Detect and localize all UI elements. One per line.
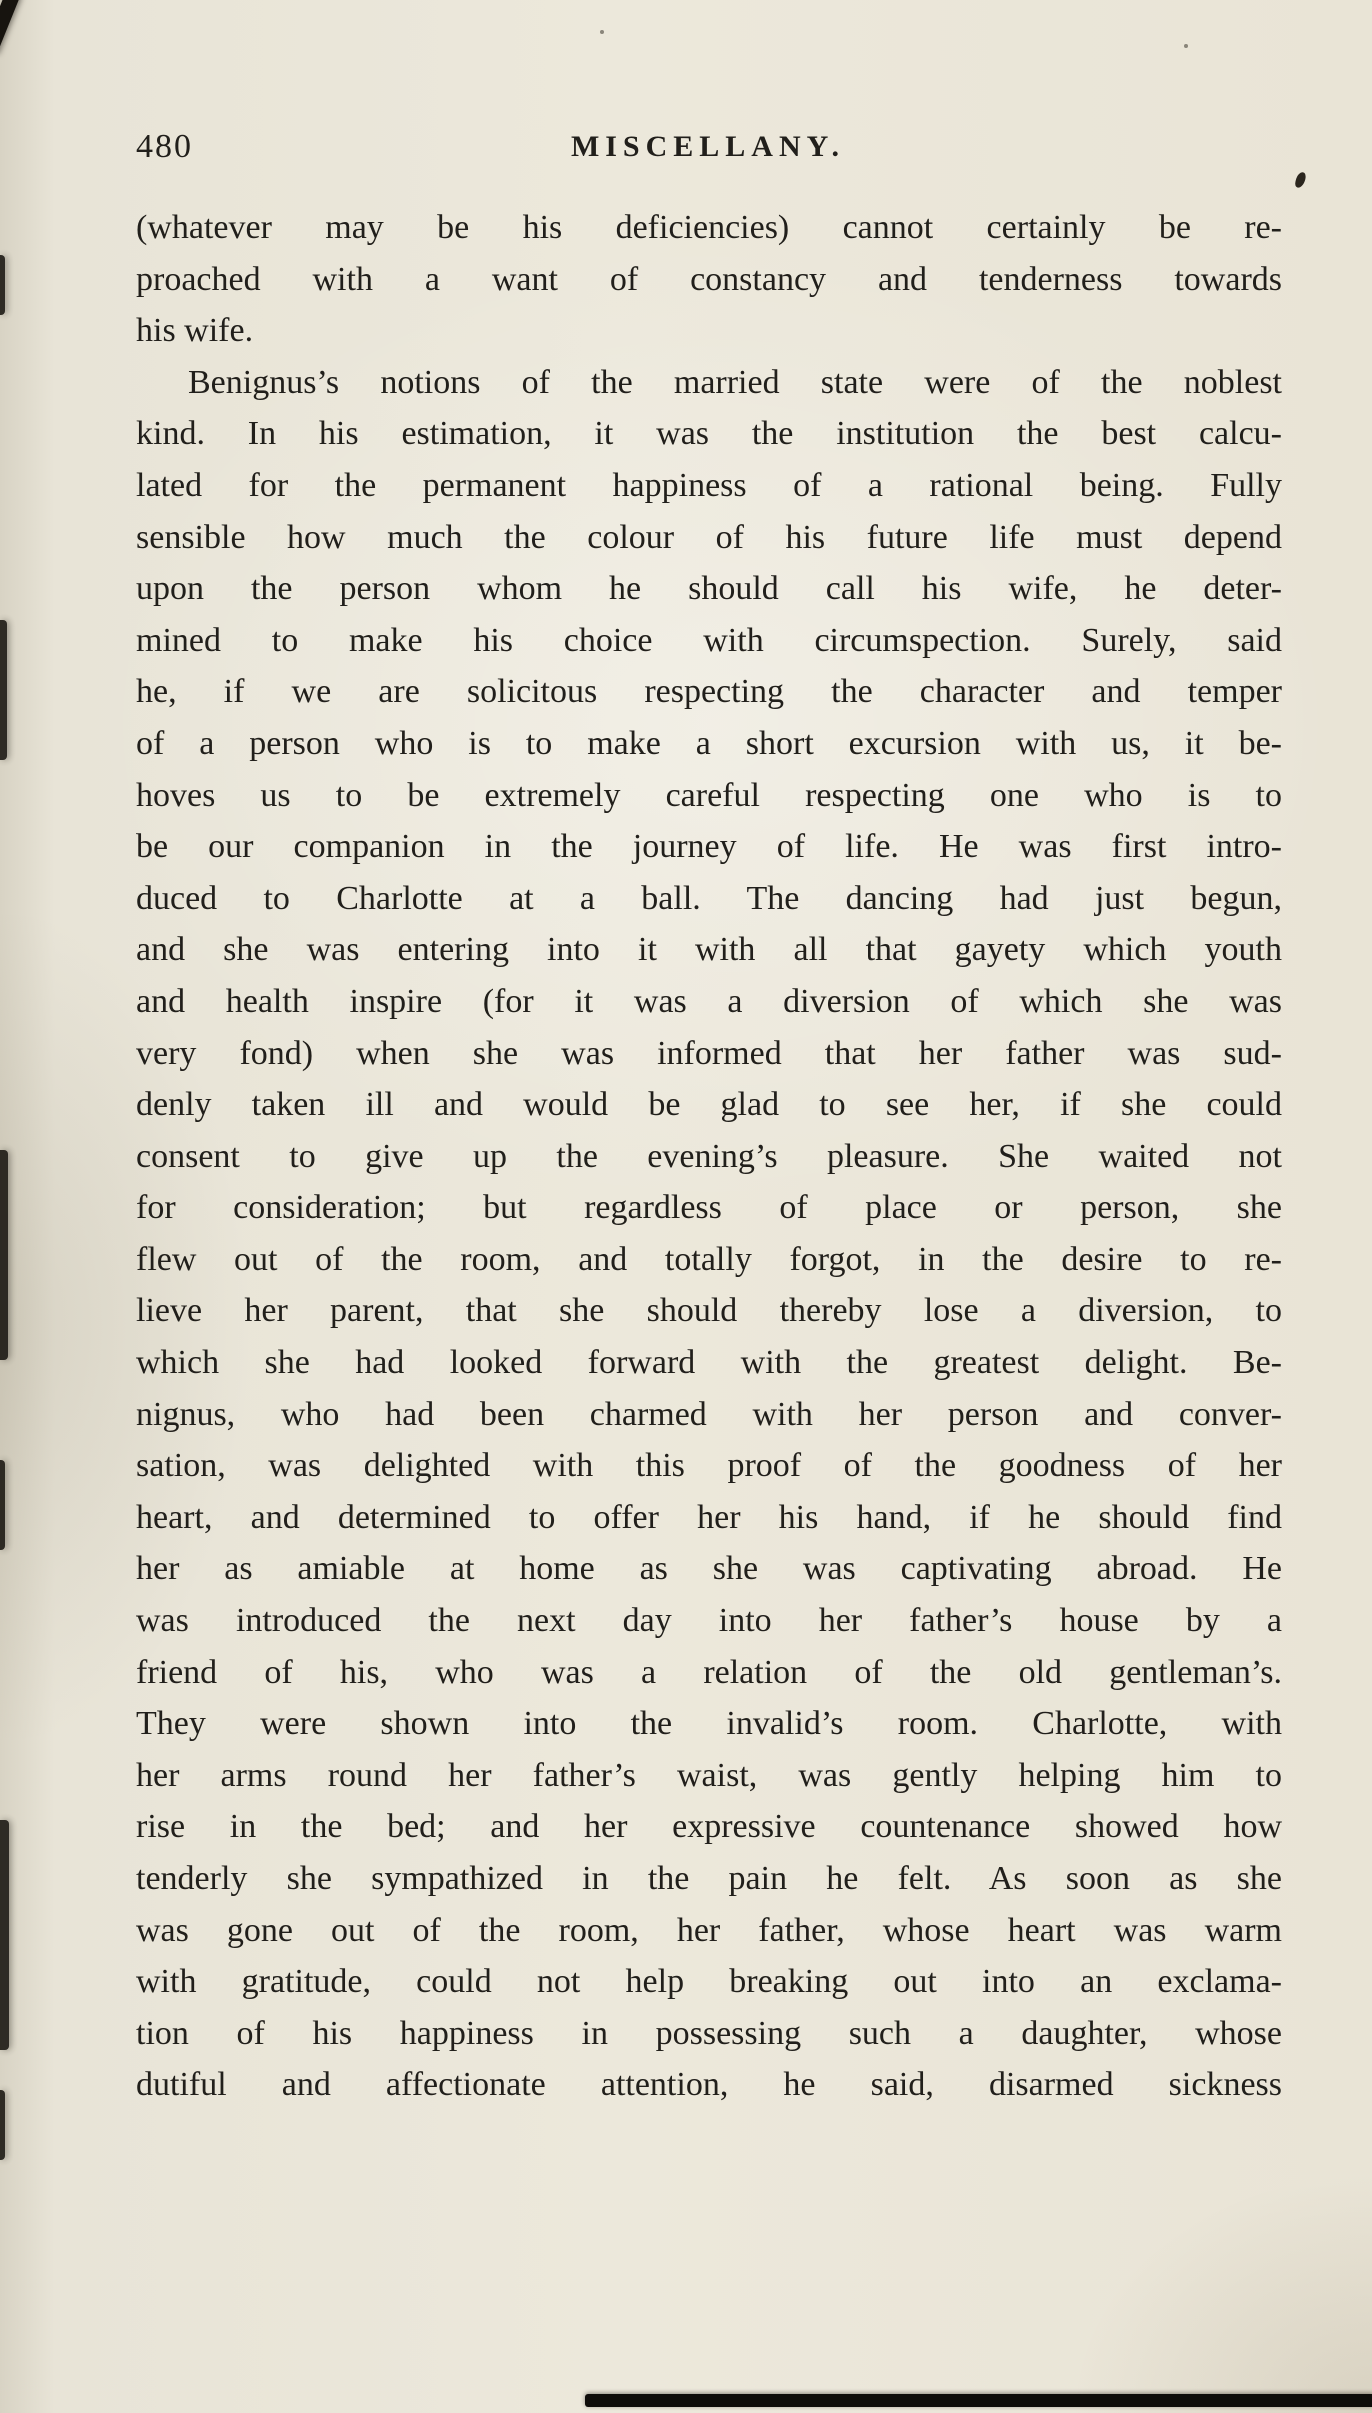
text-line: nignus, who had been charmed with her person and conver- [136, 1395, 1282, 1433]
scan-edge-mark [0, 1150, 8, 1360]
text-line: heart, and determined to offer her his hand, if he should find [136, 1498, 1282, 1536]
text-line: kind. In his estimation, it was the institution the best calcu- [136, 415, 1282, 453]
text-line: which she had looked forward with the greatest delight. Be- [136, 1344, 1282, 1382]
text-line: lieve her parent, that she should thereby lose a diversion, to [136, 1292, 1282, 1330]
text-line: duced to Charlotte at a ball. The dancing had just begun, [136, 879, 1282, 917]
text-line: dutiful and affectionate attention, he said, disarmed sickness [136, 2066, 1282, 2104]
text-line: Benignus’s notions of the married state were of the noblest [188, 363, 1282, 401]
text-line: be our companion in the journey of life. He was first intro- [136, 828, 1282, 866]
ink-speck [1294, 171, 1307, 189]
text-line: tion of his happiness in possessing such a daughter, whose [136, 2014, 1282, 2052]
text-line: mined to make his choice with circumspection. Surely, said [136, 621, 1282, 659]
text-line: her arms round her father’s waist, was gently helping him to [136, 1756, 1282, 1794]
text-line: of a person who is to make a short excursion with us, it be- [136, 724, 1282, 762]
text-line: he, if we are solicitous respecting the character and temper [136, 673, 1282, 711]
scan-edge-mark [0, 2090, 5, 2160]
text-line: hoves us to be extremely careful respecting one who is to [136, 776, 1282, 814]
text-line: and she was entering into it with all that gayety which youth [136, 931, 1282, 969]
text-line: upon the person whom he should call his wife, he deter- [136, 570, 1282, 608]
text-line: lated for the permanent happiness of a rational being. Fully [136, 466, 1282, 504]
text-line: consent to give up the evening’s pleasure. She waited not [136, 1137, 1282, 1175]
text-line: friend of his, who was a relation of the old gentleman’s. [136, 1653, 1282, 1691]
page-header [136, 126, 1280, 172]
text-line: flew out of the room, and totally forgot, in the desire to re- [136, 1240, 1282, 1278]
text-line: (whatever may be his deficiencies) cannot certainly be re- [136, 209, 1282, 246]
scan-corner-mark [0, 0, 21, 52]
scan-edge-mark [0, 1820, 9, 2050]
text-line: was gone out of the room, her father, whose heart was warm [136, 1911, 1282, 1949]
body-text [136, 202, 1282, 2111]
text-line: and health inspire (for it was a diversion of which she was [136, 982, 1282, 1020]
ink-dot [600, 30, 604, 34]
page-number: 480 [136, 128, 193, 165]
text-line: her as amiable at home as she was captivating abroad. He [136, 1550, 1282, 1588]
text-line: They were shown into the invalid’s room. Charlotte, with [136, 1705, 1282, 1743]
scan-edge-mark [0, 620, 7, 760]
running-head: MISCELLANY. [570, 130, 846, 163]
paragraph [136, 202, 1282, 357]
text-line: very fond) when she was informed that her father was sud- [136, 1034, 1282, 1072]
text-line: rise in the bed; and her expressive countenance showed how [136, 1808, 1282, 1846]
text-line: for consideration; but regardless of place or person, she [136, 1189, 1282, 1227]
text-line: sensible how much the colour of his future life must depend [136, 518, 1282, 556]
text-line: tenderly she sympathized in the pain he felt. As soon as she [136, 1860, 1282, 1897]
text-line: proached with a want of constancy and tenderness towards [136, 260, 1282, 298]
text-line: denly taken ill and would be glad to see her, if she could [136, 1086, 1282, 1124]
text-line: was introduced the next day into her father’s house by a [136, 1602, 1282, 1640]
ink-dot [1184, 44, 1188, 48]
text-line: with gratitude, could not help breaking out into an exclama- [136, 1963, 1282, 2001]
scan-bottom-bar [585, 2394, 1372, 2407]
text-line: sation, was delighted with this proof of the goodness of her [136, 1447, 1282, 1485]
scan-edge-mark [0, 1460, 5, 1550]
scan-edge-mark [0, 255, 5, 315]
paragraph [136, 357, 1282, 2111]
text-line: his wife. [136, 312, 254, 350]
